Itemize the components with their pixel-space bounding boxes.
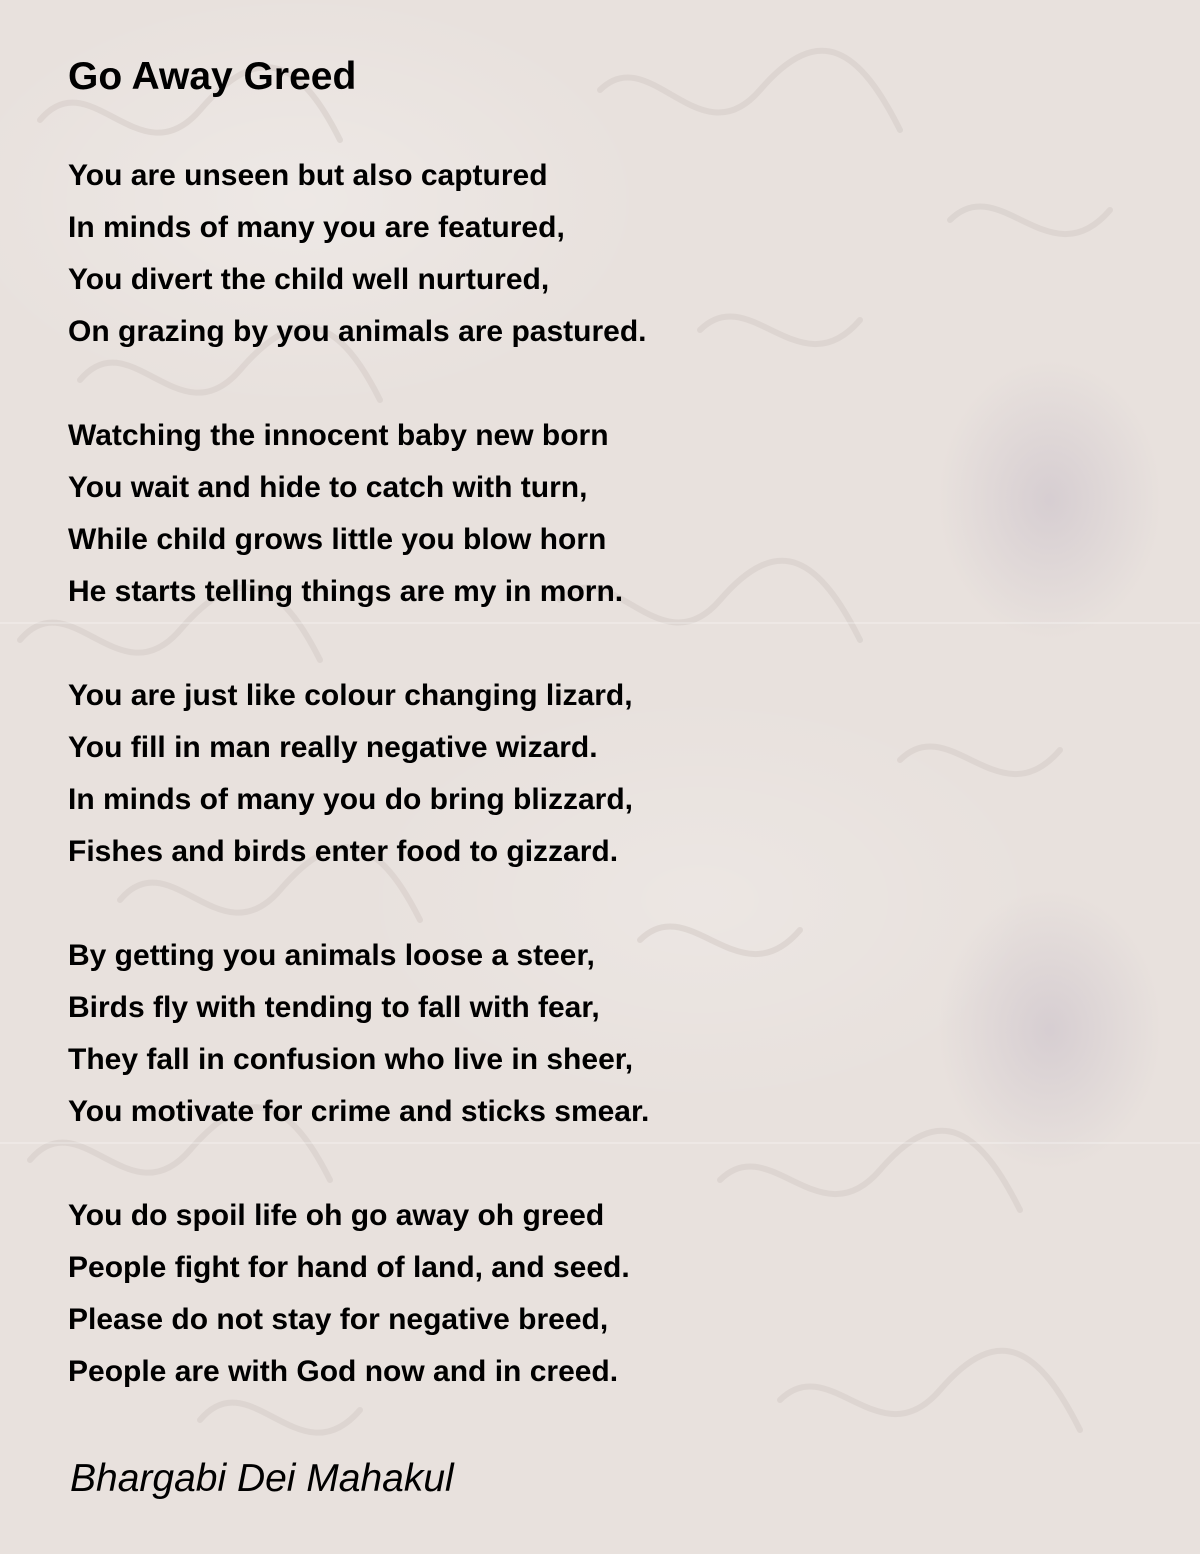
poem-line: People fight for hand of land, and seed. bbox=[68, 1251, 630, 1284]
poem-line: Please do not stay for negative breed, bbox=[68, 1303, 609, 1336]
stanza bbox=[68, 930, 1148, 1138]
poem-line: While child grows little you blow horn bbox=[68, 523, 607, 556]
poem-line: You fill in man really negative wizard. bbox=[68, 731, 598, 764]
poem-line: You do spoil life oh go away oh greed bbox=[68, 1199, 605, 1232]
poem-author: Bhargabi Dei Mahakul bbox=[70, 1457, 454, 1500]
stanza bbox=[68, 150, 1148, 358]
poem-line: Watching the innocent baby new born bbox=[68, 419, 609, 452]
poem-line: People are with God now and in creed. bbox=[68, 1355, 619, 1388]
poem-line: In minds of many you do bring blizzard, bbox=[68, 783, 634, 816]
poem-line: He starts telling things are my in morn. bbox=[68, 575, 624, 608]
poem-title: Go Away Greed bbox=[68, 55, 357, 98]
poem-line: You are unseen but also captured bbox=[68, 159, 548, 192]
stanza bbox=[68, 410, 1148, 618]
poem-line: Birds fly with tending to fall with fear, bbox=[68, 991, 600, 1024]
poem-line: They fall in confusion who live in sheer, bbox=[68, 1043, 634, 1076]
poem-line: On grazing by you animals are pastured. bbox=[68, 315, 647, 348]
poem-line: You divert the child well nurtured, bbox=[68, 263, 550, 296]
poem-line: You wait and hide to catch with turn, bbox=[68, 471, 588, 504]
stanza bbox=[68, 670, 1148, 878]
stanza bbox=[68, 1190, 1148, 1398]
poem-line: Fishes and birds enter food to gizzard. bbox=[68, 835, 619, 868]
poem-line: By getting you animals loose a steer, bbox=[68, 939, 595, 972]
poem-line: You are just like colour changing lizard, bbox=[68, 679, 633, 712]
poem-line: In minds of many you are featured, bbox=[68, 211, 565, 244]
poem-line: You motivate for crime and sticks smear. bbox=[68, 1095, 650, 1128]
poem-body bbox=[68, 150, 1148, 1450]
